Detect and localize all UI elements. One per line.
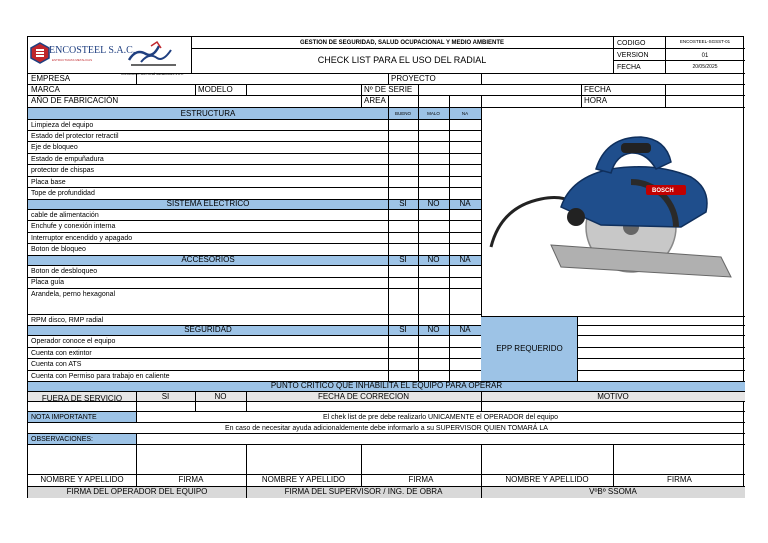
correccion-label: FECHA DE CORRECION bbox=[317, 392, 410, 401]
electrico-title: SISTEMA ELECTRICO bbox=[166, 199, 250, 208]
seguridad-col-na: NA bbox=[459, 325, 471, 334]
area-label: AREA bbox=[364, 96, 386, 105]
list-item: Operador conoce el equipo bbox=[31, 338, 116, 345]
anio-label: AÑO DE FABRICACIÓN bbox=[31, 96, 119, 105]
supervisor-nombre-label: NOMBRE Y APELLIDO bbox=[261, 475, 346, 484]
accesorios-col-no: NO bbox=[427, 255, 440, 264]
circular-saw-icon bbox=[481, 107, 745, 316]
company-logo-text: ENCOSTEEL S.A.C. bbox=[49, 45, 136, 56]
seguridad-col-si: SI bbox=[399, 325, 407, 334]
list-item: Placa base bbox=[31, 179, 66, 186]
partner-logo-text: CONSORCIO SAN JOSÉ GENERALES S.A.C. bbox=[121, 72, 184, 76]
seguridad-title: SEGURIDAD bbox=[184, 325, 232, 334]
supervisor-firma-label: FIRMA bbox=[408, 475, 434, 484]
version-value: 01 bbox=[701, 53, 709, 59]
hora-label: HORA bbox=[584, 96, 608, 105]
empresa-label: EMPRESA bbox=[31, 74, 71, 83]
firma-supervisor-label: FIRMA DEL SUPERVISOR / ING. DE OBRA bbox=[284, 487, 443, 496]
list-item: Eje de bloqueo bbox=[31, 144, 78, 151]
firma-operador-label: FIRMA DEL OPERADOR DEL EQUIPO bbox=[66, 487, 208, 496]
operador-firma-label: FIRMA bbox=[178, 475, 204, 484]
list-item: Limpieza del equipo bbox=[31, 122, 94, 129]
modelo-label: MODELO bbox=[198, 85, 233, 94]
estructura-col-na: NA bbox=[461, 111, 469, 116]
circular-saw-image bbox=[481, 107, 745, 316]
fecha-info-label: FECHA bbox=[584, 85, 612, 94]
nota-line-1: El chek list de pre debe realizarlo UNICAMENTE el OPERADOR del equipo bbox=[323, 414, 558, 421]
list-item: Cuenta con ATS bbox=[31, 361, 82, 368]
serie-label: Nº DE SERIE bbox=[364, 85, 413, 94]
company-logo-subtext: ESTRUCTURAS METALICAS bbox=[52, 58, 93, 62]
list-item: Placa guía bbox=[31, 279, 65, 286]
list-item: Boton de bloqueo bbox=[31, 246, 86, 253]
ssoma-nombre-label: NOMBRE Y APELLIDO bbox=[505, 475, 589, 484]
list-item: cable de alimentación bbox=[31, 212, 99, 219]
accesorios-col-na: NA bbox=[459, 255, 471, 264]
estructura-col-malo: MALO bbox=[427, 111, 440, 116]
fuera-servicio-label: FUERA DE SERVICIO bbox=[41, 394, 123, 403]
checklist-sheet bbox=[27, 36, 744, 498]
codigo-label: CODIGO bbox=[617, 40, 646, 47]
critico-no-label: NO bbox=[214, 392, 227, 401]
version-label: VERSION bbox=[617, 52, 649, 59]
partner-logo-icon bbox=[121, 40, 181, 68]
observaciones-label: OBSERVACIONES: bbox=[31, 436, 93, 443]
main-title: GESTION DE SEGURIDAD, SALUD OCUPACIONAL Y MEDIO AMBIENTE bbox=[299, 40, 505, 46]
list-item: Cuenta con extintor bbox=[31, 350, 92, 357]
list-item: Cuenta con Permiso para trabajo en caliente bbox=[31, 373, 170, 380]
estructura-title: ESTRUCTURA bbox=[180, 109, 236, 118]
ssoma-firma-label: FIRMA bbox=[667, 475, 692, 484]
proyecto-label: PROYECTO bbox=[391, 74, 436, 83]
electrico-col-si: SI bbox=[399, 199, 407, 208]
motivo-label: MOTIVO bbox=[597, 392, 629, 401]
critico-si-label: SI bbox=[161, 392, 170, 401]
company-logo-icon bbox=[30, 42, 50, 64]
sub-title: CHECK LIST PARA EL USO DEL RADIAL bbox=[317, 55, 487, 65]
list-item: Boton de desbloqueo bbox=[31, 268, 98, 275]
seguridad-col-no: NO bbox=[427, 325, 440, 334]
list-item: Arandela, perno hexagonal bbox=[31, 291, 116, 298]
list-item: protector de chispas bbox=[31, 167, 95, 174]
codigo-value: ENCOSTEEL-SGSST-01 bbox=[679, 39, 731, 44]
tool-brand-label: BOSCH bbox=[652, 188, 674, 194]
list-item: Interruptor encendido y apagado bbox=[31, 235, 133, 242]
electrico-col-no: NO bbox=[427, 199, 440, 208]
epp-label: EPP REQUERIDO bbox=[496, 344, 563, 353]
list-item: Enchufe y conexión interna bbox=[31, 223, 116, 230]
accesorios-col-si: SI bbox=[399, 255, 407, 264]
firma-ssoma-label: VºBº SSOMA bbox=[589, 487, 637, 496]
marca-label: MARCA bbox=[31, 85, 60, 94]
nota-label: NOTA IMPORTANTE bbox=[31, 414, 97, 421]
fecha-value: 20/05/2025 bbox=[692, 64, 718, 70]
critico-title: PUNTO CRITICO QUE INHABILITA EL EQUIPO PARA OPERAR bbox=[270, 381, 503, 390]
partner-logo bbox=[116, 40, 186, 76]
list-item: Estado de empuñadura bbox=[31, 156, 104, 163]
list-item: Estado del protector retractil bbox=[31, 133, 119, 140]
electrico-col-na: NA bbox=[459, 199, 471, 208]
list-item: RPM disco, RMP radial bbox=[31, 317, 104, 324]
operador-nombre-label: NOMBRE Y APELLIDO bbox=[40, 475, 124, 484]
company-logo bbox=[30, 40, 136, 68]
nota-line-2: En caso de necesitar ayuda adicionaldemente debe informarlo a su SUPERVISOR QUIEN TOMARÁ LA bbox=[225, 425, 548, 432]
list-item: Tope de profundidad bbox=[31, 190, 95, 197]
estructura-col-bueno: BUENO bbox=[394, 111, 411, 116]
accesorios-title: ACCESORIOS bbox=[181, 255, 235, 264]
fecha-label: FECHA bbox=[617, 64, 641, 71]
